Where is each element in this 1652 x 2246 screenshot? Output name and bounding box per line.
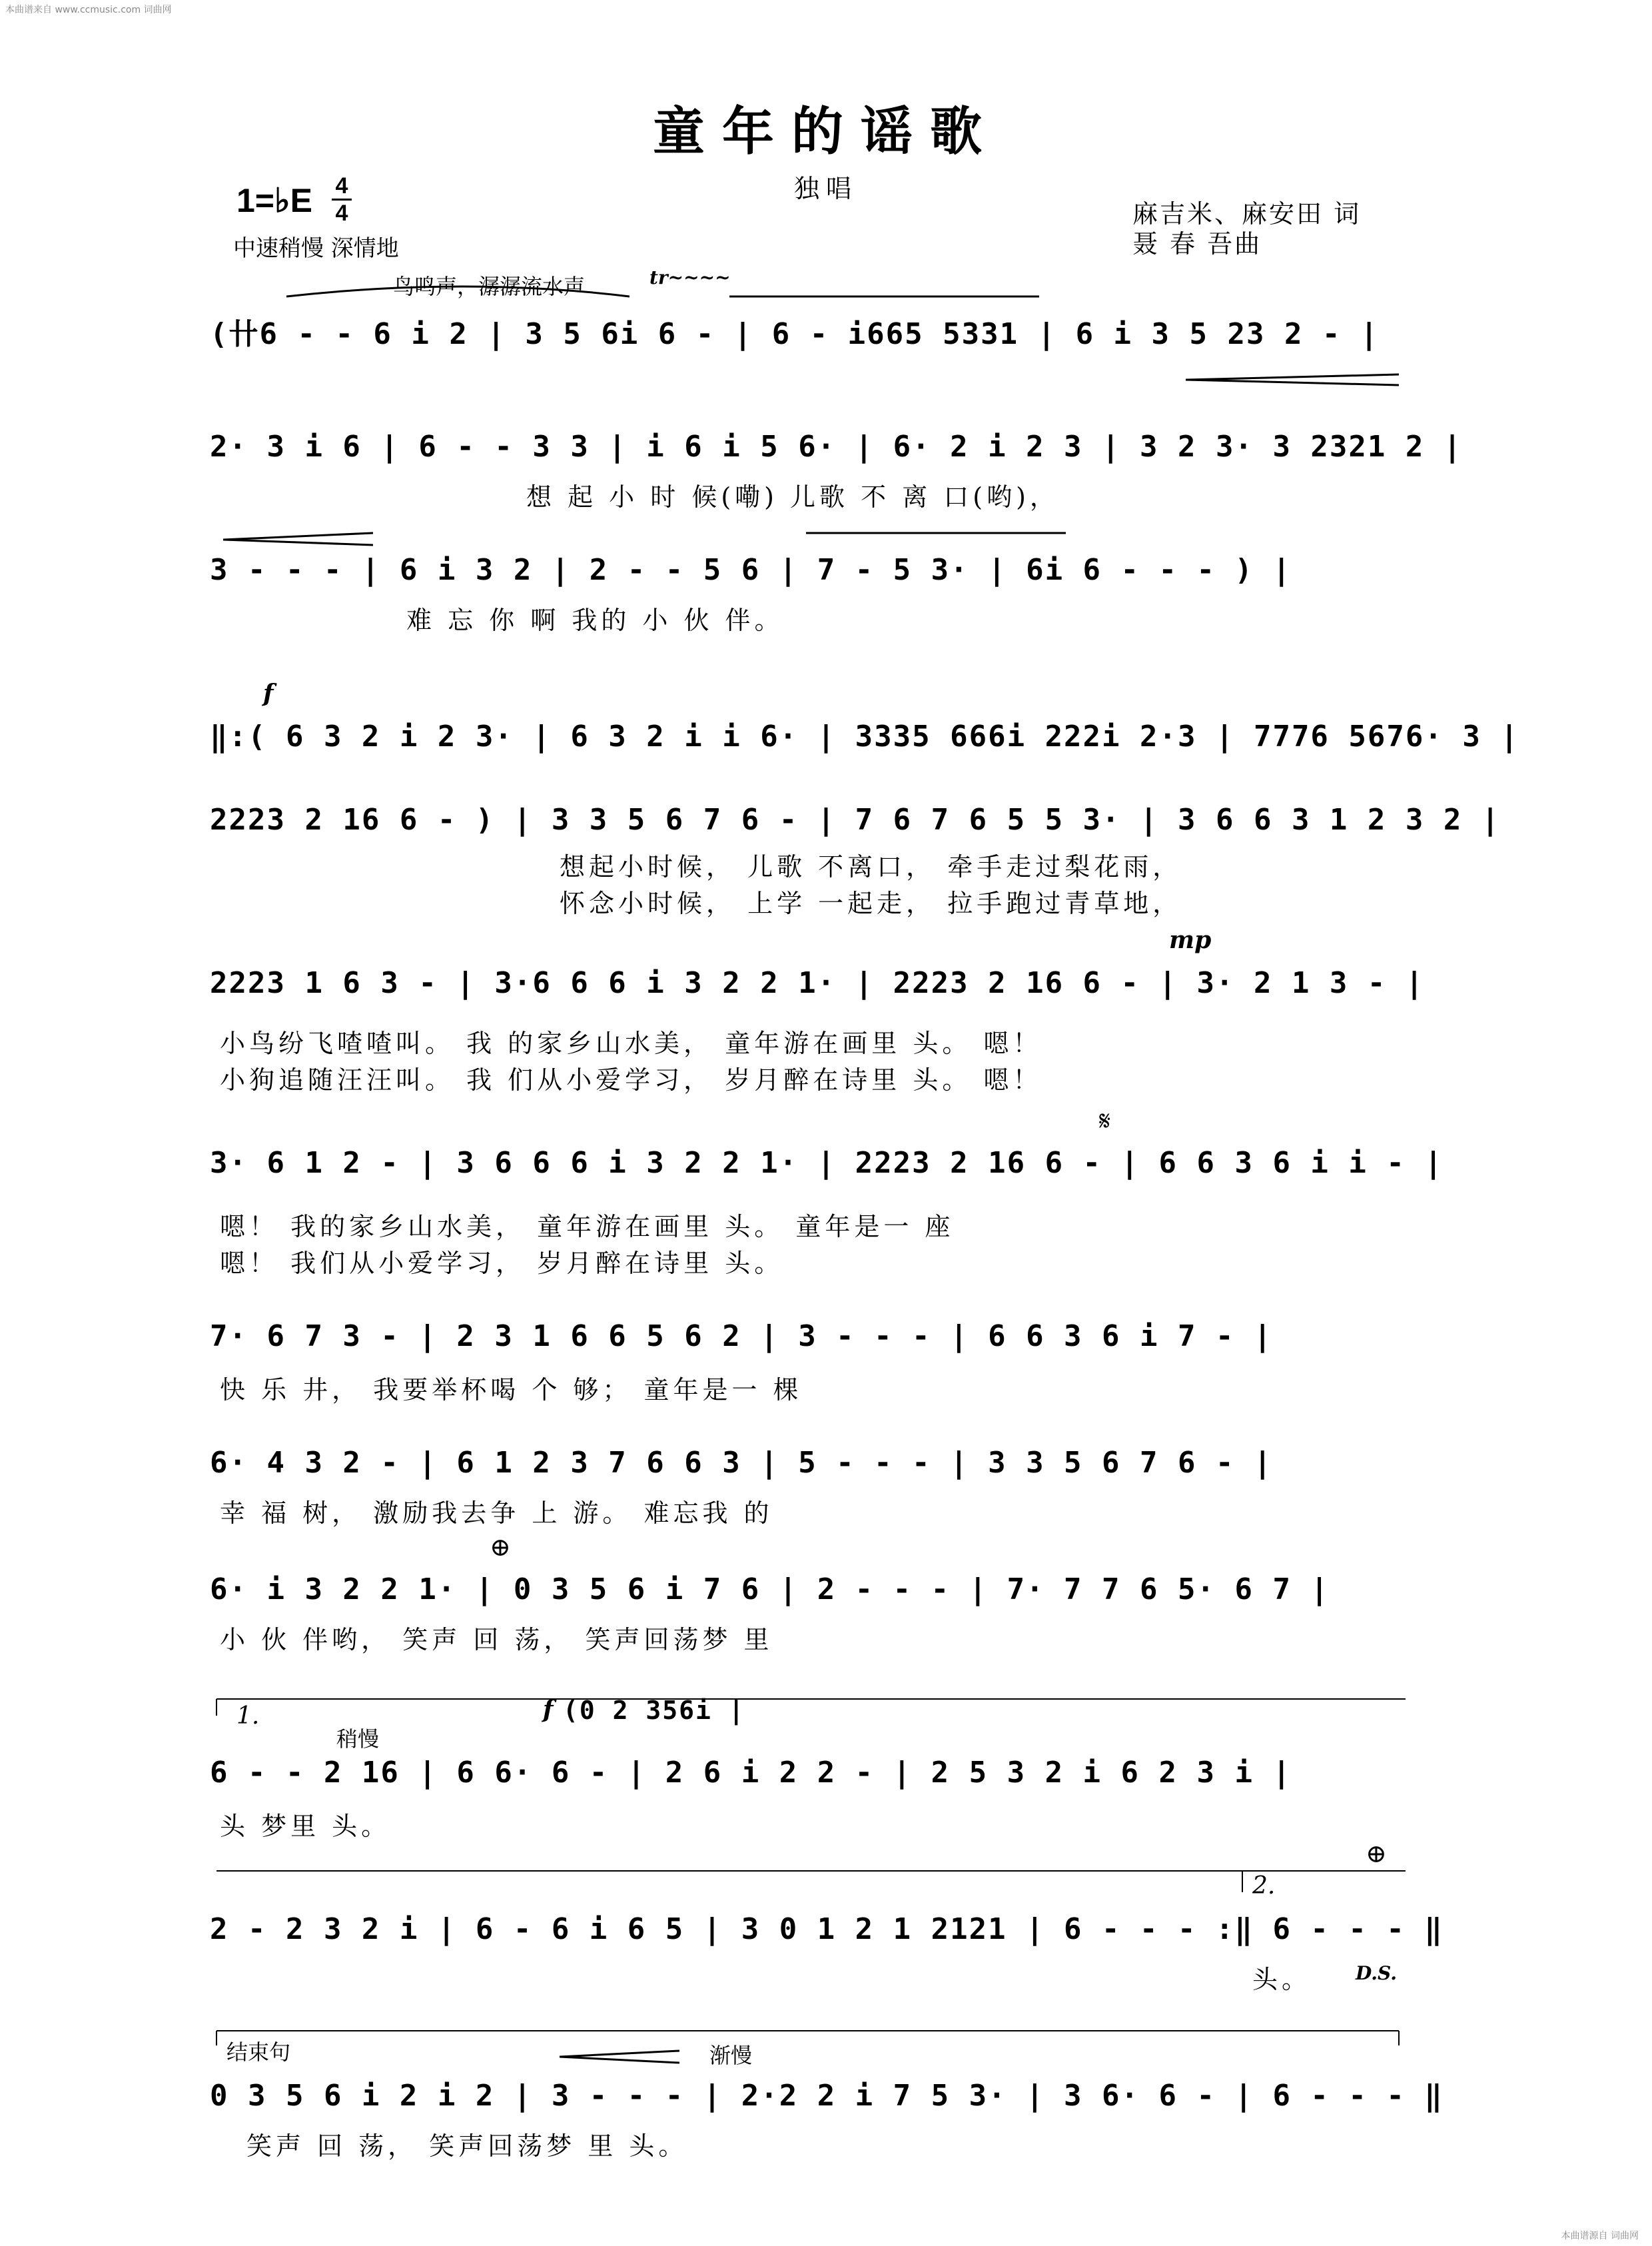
dynamic-f: f	[263, 680, 274, 708]
song-title: 童年的谣歌	[652, 101, 999, 162]
subtitle: 独唱	[793, 174, 858, 203]
ending-1: 1.	[236, 1702, 260, 1730]
system-3-lyrics: 难 忘 你 啊 我的 小 伙 伴。	[406, 606, 784, 635]
watermark-bottom: 本曲谱源自 词曲网	[1561, 2231, 1639, 2241]
coda-end-mark: ⊕	[1366, 1839, 1387, 1868]
tempo-marking: 中速稍慢 深情地	[233, 235, 399, 262]
slower-marking: 稍慢	[336, 1726, 380, 1752]
key-signature: 1=♭E	[236, 182, 312, 219]
time-sig-top: 4	[335, 173, 348, 199]
system-7-lyrics-2: 嗯！ 我们从小爱学习， 岁月醉在诗里 头。	[220, 1249, 784, 1278]
rit-marking: 渐慢	[709, 2043, 753, 2068]
lyricist-credit: 麻吉米、麻安田 词	[1132, 199, 1362, 229]
system-2-notes: 2· 3 i 6 | 6 - - 3 3 | i 6 i 5 6· | 6· 2 i 2 3 | 3 2 3· 3 2321 2 |	[210, 430, 1463, 464]
ds-marking: D.S.	[1356, 1962, 1398, 1984]
system-9-notes: 6· 4 3 2 - | 6 1 2 3 7 6 6 3 | 5 - - - | 3 3 5 6 7 6 - |	[210, 1446, 1273, 1480]
trill-mark: tr~~~~	[649, 267, 731, 288]
system-11-notes: 6 - - 2 16 | 6 6· 6 - | 2 6 i 2 2 - | 2 5 3 2 i 6 2 3 i |	[210, 1756, 1292, 1790]
system-7-lyrics-1: 嗯！ 我的家乡山水美， 童年游在画里 头。 童年是一 座	[220, 1212, 955, 1241]
system-12-lyrics: 头。	[1252, 1965, 1312, 1994]
system-6-lyrics-2: 小狗追随汪汪叫。 我 们从小爱学习， 岁月醉在诗里 头。 嗯！	[220, 1065, 1042, 1095]
system-6-notes: 2223 1 6 3 - | 3·6 6 6 i 3 2 2 1· | 2223 2 16 6 - | 3· 2 1 3 - |	[210, 966, 1425, 1000]
watermark-top: 本曲谱来自 www.ccmusic.com 词曲网	[5, 5, 172, 15]
ending-2: 2.	[1252, 1872, 1276, 1900]
system-13-lyrics: 笑声 回 荡， 笑声回荡梦 里 头。	[246, 2131, 688, 2161]
interlude-notes: (0 2 356i |	[563, 1696, 745, 1725]
system-5-lyrics-2: 怀念小时候， 上学 一起走， 拉手跑过青草地，	[560, 889, 1182, 918]
system-1-notes: (卄6 - - 6 i 2 | 3 5 6i 6 - | 6 - i665 5331 | 6 i 3 5 23 2 - |	[210, 317, 1380, 351]
system-3-notes: 3 - - - | 6 i 3 2 | 2 - - 5 6 | 7 - 5 3· | 6i 6 - - - ) |	[210, 553, 1292, 587]
system-13-notes: 0 3 5 6 i 2 i 2 | 3 - - - | 2·2 2 i 7 5 3· | 3 6· 6 - | 6 - - - ‖	[210, 2079, 1444, 2113]
ending-phrase-label: 结束句	[226, 2039, 291, 2065]
composer-credit: 聂 春 吾曲	[1132, 229, 1262, 259]
system-8-notes: 7· 6 7 3 - | 2 3 1 6 6 5 6 2 | 3 - - - | 6 6 3 6 i 7 - |	[210, 1319, 1273, 1353]
interlude-dynamic: f	[543, 1696, 554, 1724]
system-10-notes: 6· i 3 2 2 1· | 0 3 5 6 i 7 6 | 2 - - - | 7· 7 7 6 5· 6 7 |	[210, 1572, 1330, 1606]
system-7-notes: 3· 6 1 2 - | 3 6 6 6 i 3 2 2 1· | 2223 2 16 6 - | 6 6 3 6 i i - |	[210, 1146, 1444, 1180]
system-11-lyrics: 头 梦里 头。	[220, 1812, 391, 1841]
system-2-lyrics: 想 起 小 时 候(嘞) 儿歌 不 离 口(哟)，	[526, 482, 1059, 512]
intro-annotation: 鸟鸣声，潺潺流水声	[393, 274, 586, 299]
system-9-lyrics: 幸 福 树， 激励我去争 上 游。 难忘我 的	[220, 1498, 773, 1528]
time-sig-bottom: 4	[335, 201, 348, 226]
system-6-lyrics-1: 小鸟纷飞喳喳叫。 我 的家乡山水美， 童年游在画里 头。 嗯！	[220, 1029, 1042, 1058]
segno-mark: 𝄋	[1099, 1106, 1111, 1137]
system-8-lyrics: 快 乐 井， 我要举杯喝 个 够； 童年是一 棵	[220, 1375, 803, 1404]
system-10-lyrics: 小 伙 伴哟， 笑声 回 荡， 笑声回荡梦 里	[220, 1625, 773, 1654]
system-4-notes: ‖:( 6 3 2 i 2 3· | 6 3 2 i i 6· | 3335 666i 222i 2·3 | 7776 5676· 3 |	[210, 720, 1519, 754]
dynamic-mp: mp	[1169, 926, 1212, 954]
coda-mark: ⊕	[490, 1532, 511, 1562]
system-5-notes: 2223 2 16 6 - ) | 3 3 5 6 7 6 - | 7 6 7 6 5 5 3· | 3 6 6 3 1 2 3 2 |	[210, 803, 1501, 837]
system-5-lyrics-1: 想起小时候， 儿歌 不离口， 牵手走过梨花雨，	[560, 852, 1182, 881]
system-12-notes: 2 - 2 3 2 i | 6 - 6 i 6 5 | 3 0 1 2 1 2121 | 6 - - - :‖ 6 - - - ‖	[210, 1912, 1444, 1946]
